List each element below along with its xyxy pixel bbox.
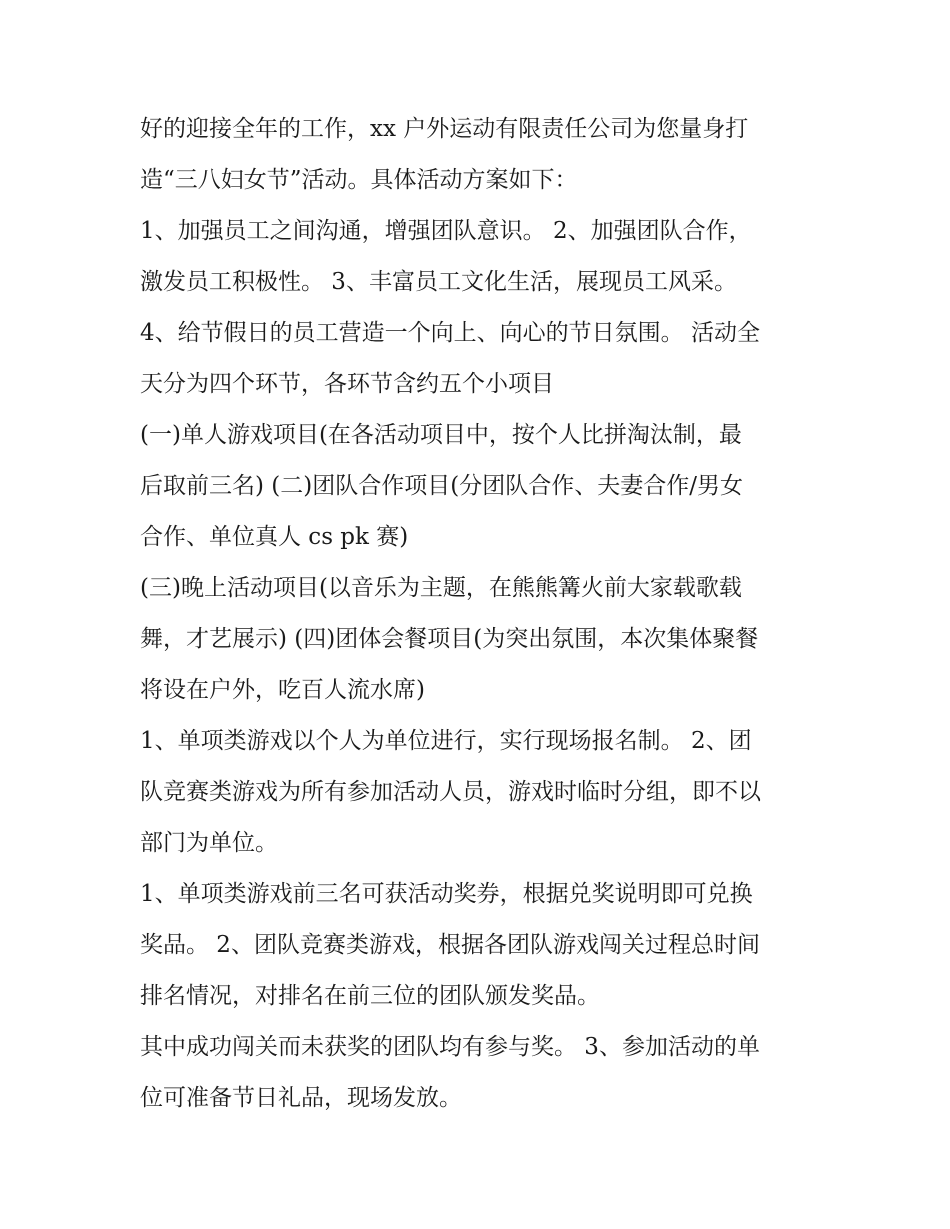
text-line: 位可准备节日礼品，现场发放。 [140,1085,462,1111]
text-line: 好的迎接全年的工作，xx 户外运动有限责任公司为您量身打 [140,116,749,142]
text-line: 其中成功闯关而未获奖的团队均有参与奖。 3、参加活动的单 [140,1034,760,1060]
text-line: 1、加强员工之间沟通，增强团队意识。 2、加强团队合作， [140,218,752,244]
text-line: 4、给节假日的员工营造一个向上、向心的节日氛围。 活动全 [140,320,760,346]
text-line: 将设在户外，吃百人流水席) [140,677,425,703]
text-line: (一)单人游戏项目(在各活动项目中，按个人比拼淘汰制，最 [140,422,742,448]
text-line: 激发员工积极性。 3、丰富员工文化生活，展现员工风采。 [140,269,737,295]
document-body [140,104,820,1124]
text-line: 1、单项类游戏以个人为单位进行，实行现场报名制。 2、团 [140,728,752,754]
text-line: 队竞赛类游戏为所有参加活动人员，游戏时临时分组，即不以 [140,779,761,805]
text-line: 1、单项类游戏前三名可获活动奖券，根据兑奖说明即可兑换 [140,881,753,907]
text-line: 奖品。 2、团队竞赛类游戏，根据各团队游戏闯关过程总时间 [140,932,760,958]
text-line: 天分为四个环节，各环节含约五个小项目 [140,371,554,397]
text-line: (三)晚上活动项目(以音乐为主题，在熊熊篝火前大家载歌载 [140,575,742,601]
text-line: 后取前三名) (二)团队合作项目(分团队合作、夫妻合作/男女 [140,473,743,499]
text-line: 部门为单位。 [140,830,278,856]
text-line: 舞，才艺展示) (四)团体会餐项目(为突出氛围，本次集体聚餐 [140,626,759,652]
text-line: 排名情况，对排名在前三位的团队颁发奖品。 [140,983,600,1009]
text-line: 合作、单位真人 cs pk 赛) [140,524,409,550]
text-line: 造“三八妇女节”活动。具体活动方案如下： [140,167,578,193]
